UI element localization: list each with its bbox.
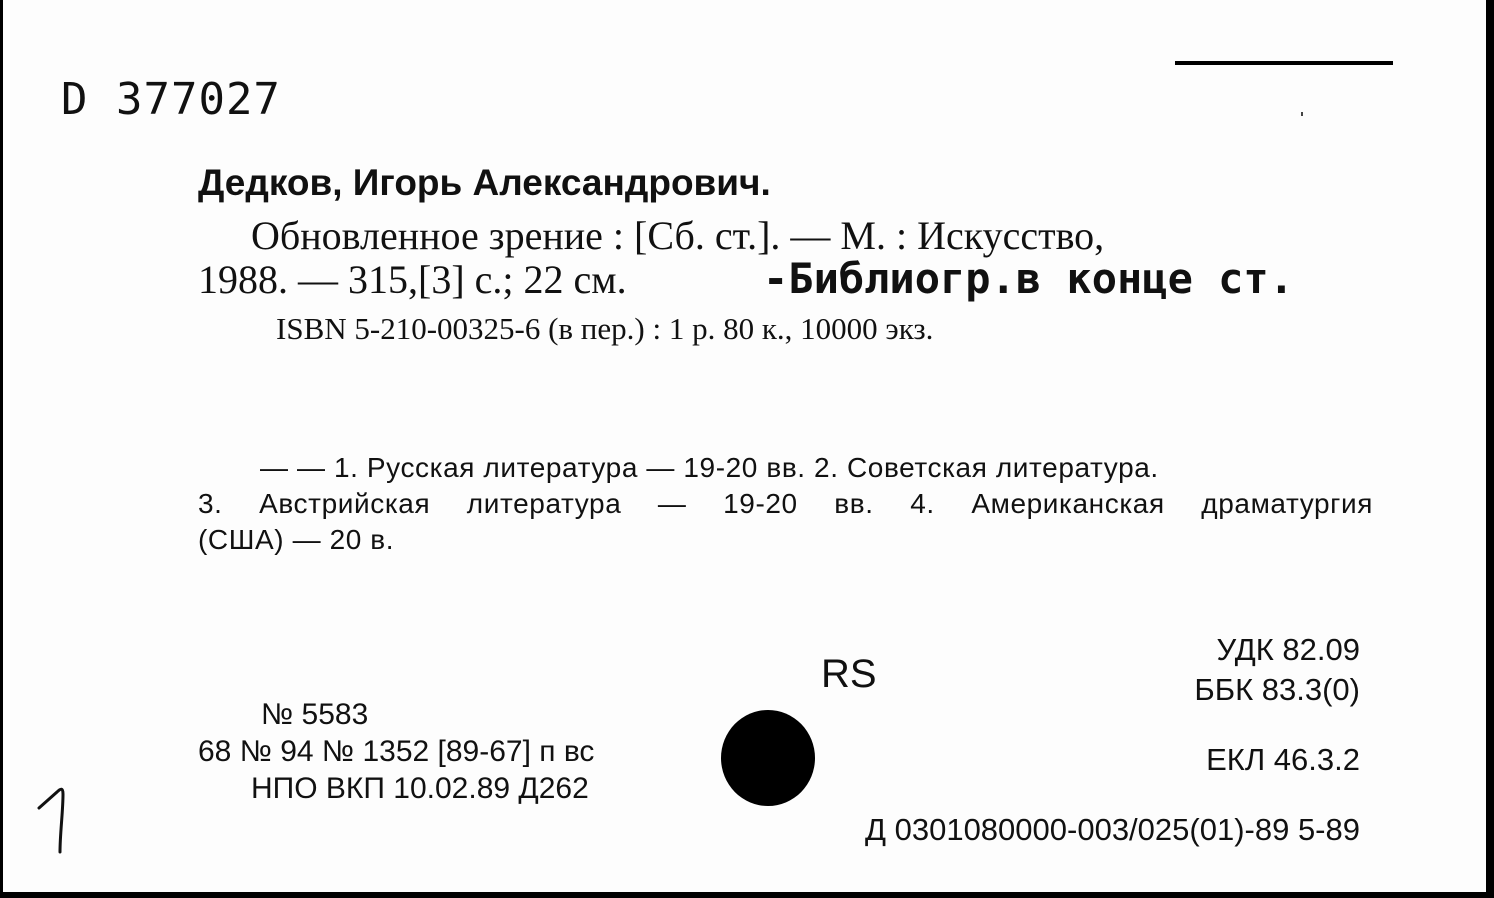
accession-line-1: № 5583 [261,698,369,731]
punch-hole [721,710,815,806]
subject-line-3: (США) — 20 в. [198,524,395,555]
imprint-line: 1988. — 315,[3] с.; 22 см. [198,257,627,302]
d-code: Д 0301080000-003/025(01)-89 5-89 [865,812,1360,847]
bibliography-note: -Библиогр.в конце ст. [763,254,1295,303]
subject-line-1 [198,450,1373,486]
title-line: Обновленное зрение : [Сб. ст.]. — М. : Искусство, [251,213,1105,258]
ekl-code: ЕКЛ 46.3.2 [1206,742,1360,777]
top-rule [1175,61,1393,65]
subject-line-1-text: — — 1. Русская литература — 19-20 вв. 2. Советская литература. [260,452,1159,483]
subject-headings [198,450,1373,558]
accession-line-3: НПО ВКП 10.02.89 Д262 [251,772,589,805]
subject-line-2: 3. Австрийская литература — 19-20 вв. 4. Американская драматургия [198,488,1373,519]
accession-line-2: 68 № 94 № 1352 [89-67] п вс [198,735,595,768]
call-number: D 377027 [61,74,281,125]
rs-mark: RS [821,652,877,696]
udk-code: УДК 82.09 [1216,632,1360,667]
isbn-line: ISBN 5-210-00325-6 (в пер.) : 1 р. 80 к., 10000 экз. [276,311,934,346]
author-heading: Дедков, Игорь Александрович. [198,162,771,203]
speck [1301,112,1303,116]
bbk-code: ББК 83.3(0) [1194,672,1360,707]
handwritten-number-mark [33,778,93,858]
